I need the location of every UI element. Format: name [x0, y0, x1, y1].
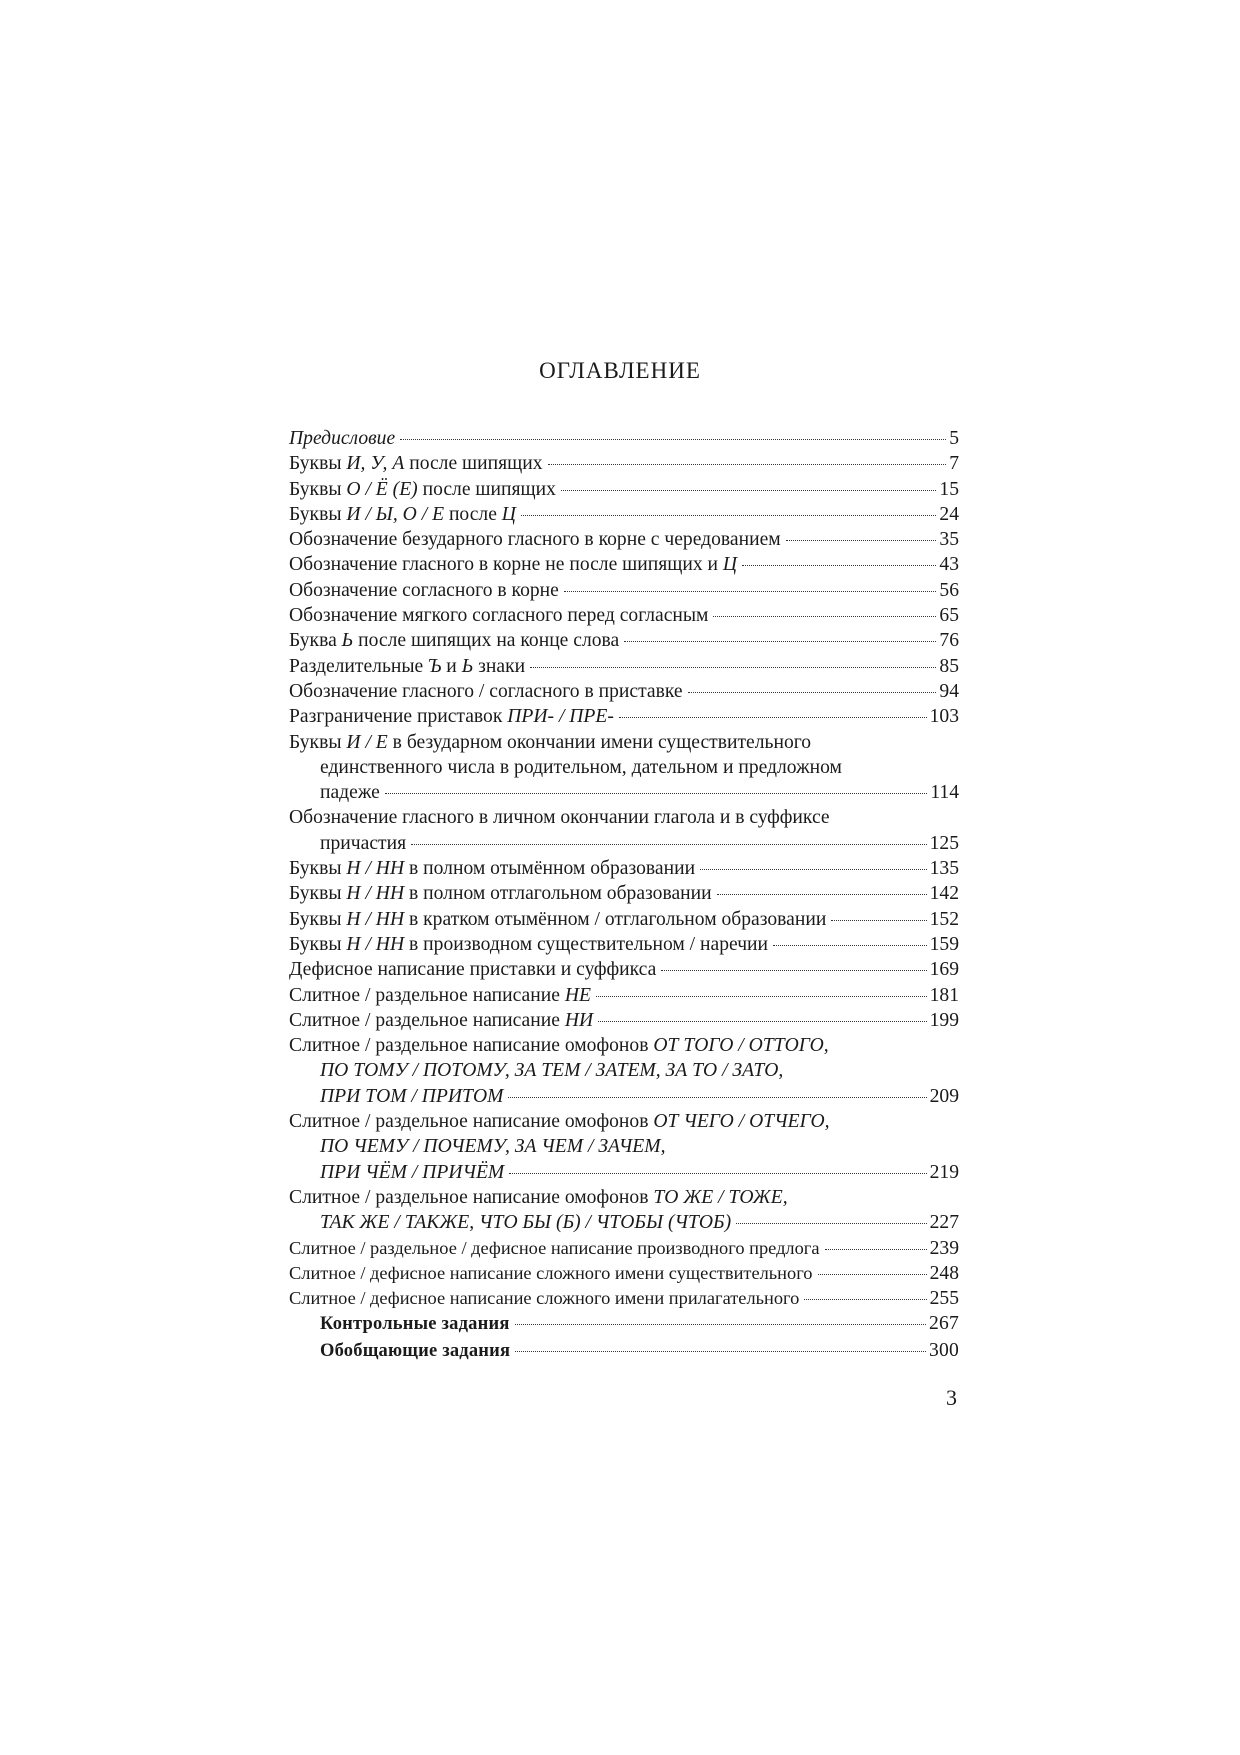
toc-entry-title [289, 983, 591, 1008]
title-text: после шипящих [417, 478, 556, 500]
toc-entry-line [289, 451, 959, 476]
toc-entry[interactable] [289, 704, 959, 729]
toc-entry-title [289, 805, 830, 830]
title-text: Буквы [289, 731, 347, 753]
dot-leader [385, 793, 928, 794]
toc-entry-line [289, 881, 959, 906]
italic-term: Н / НН [346, 933, 405, 955]
toc-entry-title [289, 1236, 820, 1261]
title-text: единственного числа в родительном, дательном и предложном [320, 756, 842, 778]
toc-entry-title [320, 1312, 510, 1337]
dot-leader [773, 945, 927, 946]
toc-entry-title [289, 502, 516, 527]
toc-page-number: 248 [929, 1262, 959, 1284]
toc-entry-line [289, 426, 959, 451]
toc-page-number: 24 [939, 503, 959, 525]
toc-entry-line [289, 805, 959, 830]
italic-term: ОТ ТОГО / ОТТОГО, [653, 1035, 829, 1057]
dot-leader [688, 692, 937, 693]
toc-page-number: 300 [929, 1339, 959, 1361]
toc-entry-title [289, 1033, 829, 1058]
toc-entry-title [289, 654, 525, 679]
title-text: после шипящих на конце слова [353, 630, 620, 652]
toc-page-number: 15 [939, 478, 959, 500]
dot-leader [515, 1324, 926, 1325]
italic-term: Ц [501, 503, 516, 525]
toc-page-number: 135 [929, 858, 959, 880]
toc-entry-line [289, 730, 959, 755]
title-text: и [441, 655, 462, 677]
toc-entry[interactable] [289, 477, 959, 502]
dot-leader [700, 869, 927, 870]
dot-leader [598, 1021, 926, 1022]
toc-entry[interactable] [289, 1286, 959, 1311]
toc-entry-line [289, 856, 959, 881]
title-text: Обозначение гласного в корне не после шипящих и [289, 554, 723, 576]
toc-entry-title [320, 831, 406, 856]
title-text: Обозначение безударного гласного в корне с чередованием [289, 529, 781, 551]
title-text: в полном отымённом образовании [404, 858, 696, 880]
dot-leader [831, 920, 926, 921]
toc-entry-title [320, 1339, 510, 1364]
toc-entry[interactable] [289, 907, 959, 932]
italic-term: ТО ЖЕ / ТОЖЕ, [653, 1186, 788, 1208]
italic-term: И / Е [346, 731, 388, 753]
toc-entry[interactable] [289, 1033, 959, 1109]
title-text: Буквы [289, 453, 347, 475]
toc-entry-title [289, 932, 768, 957]
toc-entry-title [289, 578, 559, 603]
toc-entry[interactable] [289, 983, 959, 1008]
title-text: Обозначение согласного в корне [289, 579, 559, 601]
toc-entry[interactable] [289, 1008, 959, 1033]
toc-page-number: 43 [939, 554, 959, 576]
toc-page-number: 209 [929, 1085, 959, 1107]
toc-entry-title [289, 1185, 788, 1210]
title-text: Буквы [289, 883, 347, 905]
toc-entry-line [289, 527, 959, 552]
title-text: Слитное / раздельное написание омофонов [289, 1186, 654, 1208]
toc-entry-title [289, 907, 826, 932]
title-text: Дефисное написание приставки и суффикса [289, 959, 657, 981]
toc-entry[interactable] [289, 932, 959, 957]
italic-term: Н / НН [346, 883, 405, 905]
toc-entry[interactable] [289, 502, 959, 527]
dot-leader [548, 464, 947, 465]
toc-page-number: 169 [929, 959, 959, 981]
toc-entry-title [289, 527, 781, 552]
italic-term: И / Ы, О / Е [346, 503, 445, 525]
italic-term: О / Ё (Е) [346, 478, 418, 500]
dot-leader [825, 1249, 927, 1250]
italic-term: НЕ [564, 984, 591, 1006]
title-text: Буквы [289, 503, 347, 525]
toc-entry-title [289, 628, 619, 653]
toc-entry-title [289, 856, 695, 881]
toc-page-number: 267 [929, 1313, 959, 1335]
title-text: Слитное / раздельное / дефисное написание производного предлога [289, 1237, 820, 1258]
toc-page-number: 142 [929, 883, 959, 905]
toc-entry-line [289, 1236, 959, 1261]
toc-entry-line [289, 1311, 959, 1337]
toc-entry-title [320, 1160, 504, 1185]
toc-entry-line [289, 1210, 959, 1235]
toc-entry-line [289, 1109, 959, 1134]
toc-page-number: 56 [939, 579, 959, 601]
toc-entry[interactable] [289, 1311, 959, 1337]
italic-term: НИ [564, 1009, 594, 1031]
title-text: Слитное / дефисное написание сложного имени существительного [289, 1262, 813, 1283]
toc-entry[interactable] [289, 679, 959, 704]
toc-entry-line [289, 704, 959, 729]
title-text: в полном отглагольном образовании [404, 883, 712, 905]
toc-entry-line [289, 831, 959, 856]
toc-entry-title [289, 451, 543, 476]
toc-entry-line [289, 780, 959, 805]
dot-leader [818, 1274, 927, 1275]
toc-page-number: 7 [949, 453, 959, 475]
title-text: Слитное / раздельное написание омофонов [289, 1035, 654, 1057]
dot-leader [661, 970, 926, 971]
dot-leader [624, 641, 936, 642]
title-text: Слитное / раздельное написание омофонов [289, 1111, 654, 1133]
toc-entry[interactable] [289, 856, 959, 881]
toc-entry-line [289, 578, 959, 603]
dot-leader [717, 894, 927, 895]
italic-term: Ц [722, 554, 738, 576]
dot-leader [596, 996, 927, 997]
toc-entry-line [289, 932, 959, 957]
dot-leader [564, 591, 937, 592]
italic-term: ПРИ- / ПРЕ- [507, 706, 614, 728]
toc-entry-title [320, 780, 380, 805]
toc-entry[interactable] [289, 426, 959, 451]
dot-leader [561, 490, 937, 491]
title-text: Слитное / раздельное написание [289, 1009, 565, 1031]
table-of-contents [289, 426, 959, 1364]
toc-entry-line [289, 1134, 959, 1159]
toc-entry[interactable] [289, 1236, 959, 1261]
title-text: Буква [289, 630, 342, 652]
toc-entry-line [289, 957, 959, 982]
title-text: Разделительные [289, 655, 429, 677]
toc-entry[interactable] [289, 603, 959, 628]
toc-page-number: 94 [939, 680, 959, 702]
toc-entry-line [289, 1160, 959, 1185]
italic-term: ПО ЧЕМУ / ПОЧЕМУ, ЗА ЧЕМ / ЗАЧЕМ, [320, 1136, 666, 1158]
toc-entry-line [289, 755, 959, 780]
toc-entry[interactable] [289, 1109, 959, 1185]
toc-entry-title [289, 881, 712, 906]
toc-page-number: 219 [929, 1161, 959, 1183]
toc-page-number: 35 [939, 529, 959, 551]
toc-entry-title [289, 679, 683, 704]
italic-term: ПРИ ТОМ / ПРИТОМ [320, 1085, 504, 1107]
toc-entry[interactable] [289, 957, 959, 982]
toc-entry-title [289, 1008, 593, 1033]
toc-entry-line [289, 907, 959, 932]
toc-page-number: 159 [929, 933, 959, 955]
title-text: знаки [473, 655, 526, 677]
toc-entry-title [289, 1109, 830, 1134]
title-text: после шипящих [404, 453, 543, 475]
toc-entry-line [289, 1008, 959, 1033]
toc-entry-title [289, 552, 737, 577]
dot-leader [509, 1173, 926, 1174]
toc-entry-line [289, 1286, 959, 1311]
toc-entry[interactable] [289, 1261, 959, 1286]
title-text: Обобщающие задания [320, 1340, 511, 1361]
italic-term: ПРИ ЧЁМ / ПРИЧЁМ [320, 1161, 505, 1183]
italic-term: Ь [341, 630, 354, 652]
title-text: Контрольные задания [320, 1314, 510, 1335]
toc-entry-line [289, 502, 959, 527]
toc-entry[interactable] [289, 451, 959, 476]
title-text: Обозначение гласного / согласного в приставке [289, 680, 683, 702]
dot-leader [508, 1097, 926, 1098]
italic-term: Ъ [428, 655, 442, 677]
toc-entry-title [289, 1286, 799, 1311]
italic-term: ПО ТОМУ / ПОТОМУ, ЗА ТЕМ / ЗАТЕМ, ЗА ТО / ЗАТО, [320, 1060, 784, 1082]
italic-term: Ь [461, 655, 474, 677]
toc-page-number: 227 [929, 1212, 959, 1234]
toc-entry-line [289, 628, 959, 653]
toc-entry-line [289, 654, 959, 679]
toc-entry-line [289, 477, 959, 502]
toc-page-number: 65 [939, 605, 959, 627]
toc-entry-line [289, 1033, 959, 1058]
dot-leader [736, 1223, 926, 1224]
title-text: Буквы [289, 478, 347, 500]
toc-entry[interactable] [289, 628, 959, 653]
toc-entry-title [289, 730, 811, 755]
dot-leader [400, 439, 946, 440]
page-title: ОГЛАВЛЕНИЕ [539, 358, 701, 383]
toc-entry[interactable] [289, 1185, 959, 1236]
toc-entry[interactable] [289, 881, 959, 906]
page-number: 3 [946, 1385, 957, 1410]
toc-entry-line [289, 1338, 959, 1364]
toc-entry-title [289, 477, 556, 502]
toc-entry-line [289, 679, 959, 704]
title-text: в кратком отымённом / отглагольном образовании [404, 908, 827, 930]
dot-leader [742, 565, 936, 566]
toc-entry-title [289, 957, 656, 982]
title-text: Буквы [289, 933, 347, 955]
toc-page-number: 181 [929, 984, 959, 1006]
toc-entry-title [289, 1261, 813, 1286]
title-text: падеже [320, 782, 380, 804]
title-text: причастия [320, 832, 407, 854]
title-text: Буквы [289, 858, 347, 880]
toc-page-number: 255 [929, 1288, 959, 1310]
toc-entry[interactable] [289, 552, 959, 577]
title-text: в безударном окончании имени существительного [387, 731, 812, 753]
toc-entry-title [320, 1134, 665, 1159]
toc-entry-line [289, 1058, 959, 1083]
toc-entry-title [289, 603, 708, 628]
title-text: Разграничение приставок [289, 706, 508, 728]
title-text: Обозначение мягкого согласного перед согласным [289, 605, 709, 627]
dot-leader [515, 1351, 926, 1352]
toc-page-number: 239 [929, 1237, 959, 1259]
title-text: после [444, 503, 502, 525]
toc-entry-title [289, 704, 614, 729]
toc-page-number: 103 [929, 706, 959, 728]
toc-entry-title [320, 1210, 731, 1235]
toc-entry[interactable] [289, 805, 959, 856]
dot-leader [521, 515, 936, 516]
toc-entry-line [289, 983, 959, 1008]
title-text: Буквы [289, 908, 347, 930]
toc-entry-line [289, 552, 959, 577]
dot-leader [619, 717, 927, 718]
toc-entry[interactable] [289, 654, 959, 679]
toc-page-number: 5 [949, 428, 959, 449]
title-text: в производном существительном / наречии [404, 933, 769, 955]
dot-leader [786, 540, 937, 541]
title-text: Слитное / дефисное написание сложного имени прилагательного [289, 1288, 800, 1309]
title-text: Обозначение гласного в личном окончании глагола и в суффиксе [289, 807, 830, 829]
toc-page-number: 85 [939, 655, 959, 677]
toc-entry-title [320, 1058, 783, 1083]
dot-leader [530, 667, 936, 668]
toc-entry-line [289, 1261, 959, 1286]
dot-leader [804, 1299, 926, 1300]
toc-page-number: 199 [929, 1009, 959, 1031]
toc-page-number: 125 [929, 832, 959, 854]
toc-page-number: 152 [929, 908, 959, 930]
toc-entry-title [289, 426, 395, 451]
toc-entry[interactable] [289, 527, 959, 552]
italic-term: И, У, А [346, 453, 405, 475]
toc-entry-line [289, 1185, 959, 1210]
toc-entry[interactable] [289, 578, 959, 603]
toc-entry-title [320, 755, 842, 780]
title-text: Слитное / раздельное написание [289, 984, 565, 1006]
dot-leader [713, 616, 936, 617]
toc-page-number: 76 [939, 630, 959, 652]
toc-page-number: 114 [930, 782, 959, 804]
dot-leader [411, 844, 927, 845]
toc-entry-line [289, 603, 959, 628]
toc-entry[interactable] [289, 730, 959, 806]
toc-entry-title [320, 1084, 503, 1109]
italic-term: ОТ ЧЕГО / ОТЧЕГО, [653, 1111, 830, 1133]
italic-term: Н / НН [346, 858, 405, 880]
toc-entry[interactable] [289, 1338, 959, 1364]
toc-entry-line [289, 1084, 959, 1109]
italic-term: ТАК ЖЕ / ТАКЖЕ, ЧТО БЫ (Б) / ЧТОБЫ (ЧТОБ) [320, 1212, 732, 1234]
italic-term: Предисловие [289, 428, 396, 449]
italic-term: Н / НН [346, 908, 405, 930]
